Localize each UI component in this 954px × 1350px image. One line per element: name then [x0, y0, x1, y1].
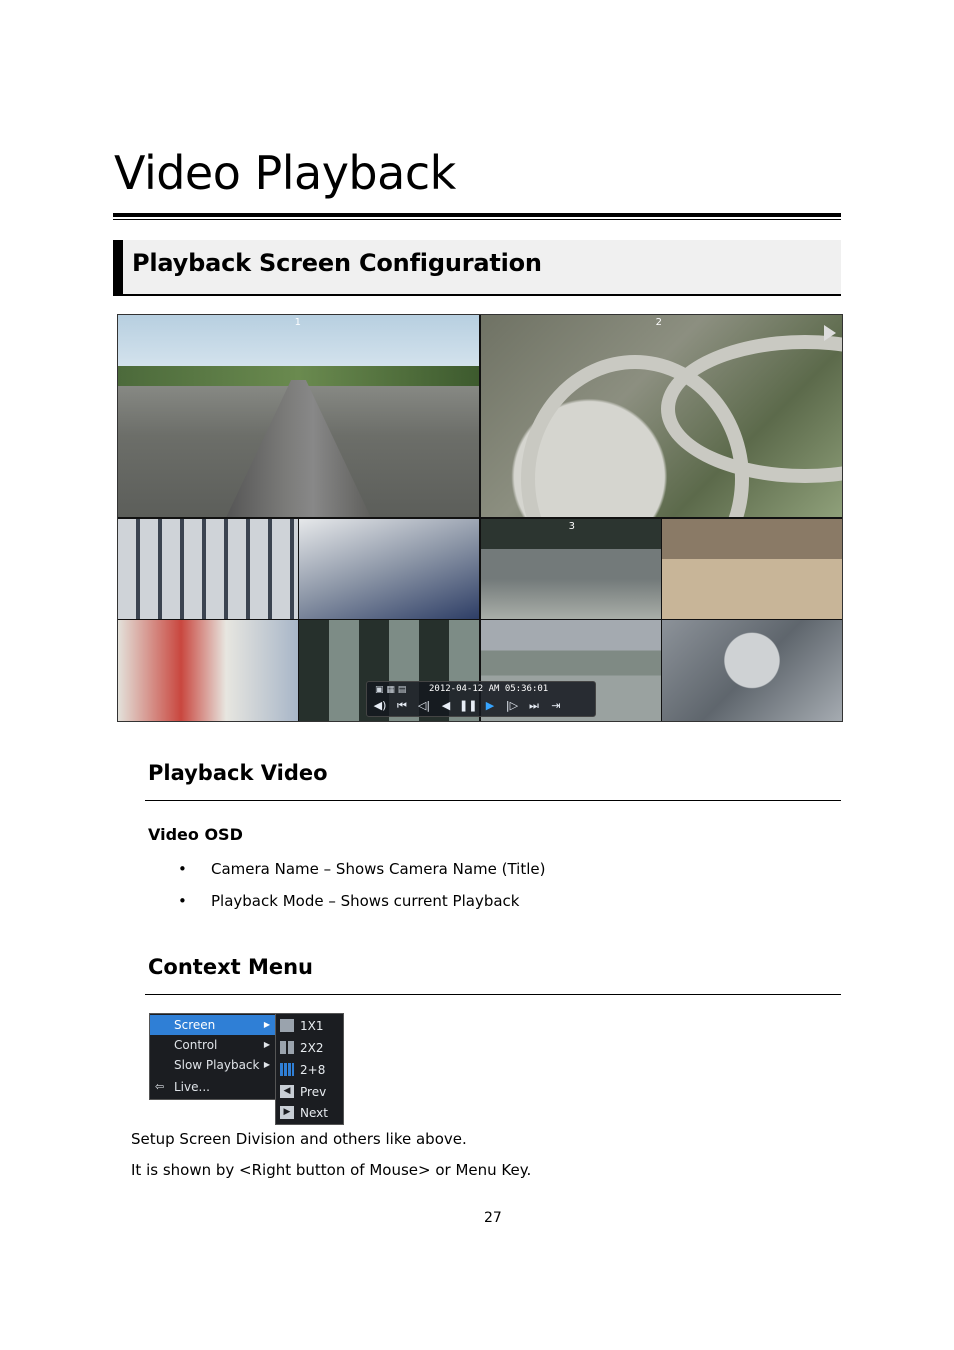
layout-1x1-icon [280, 1019, 294, 1032]
reverse-play-icon[interactable]: ◀ [441, 699, 451, 712]
section-heading-box [113, 240, 841, 296]
camera-view-interchange [481, 315, 842, 517]
camera-view-lobby [662, 519, 842, 619]
channel-label: 2 [655, 317, 662, 328]
playback-datetime: 2012-04-12 AM 05:36:01 [429, 684, 549, 694]
list-item-text: Playback Mode – Shows current Playback [211, 892, 520, 910]
camera-view-office [299, 519, 479, 619]
heading-underline [145, 994, 841, 995]
channel-label: 3 [568, 521, 575, 532]
pause-icon[interactable]: ❚❚ [459, 699, 478, 712]
submenu-item-2x2[interactable]: 2X2 [276, 1037, 343, 1059]
chevron-right-icon: ▶ [263, 1060, 270, 1069]
chevron-right-icon: ▶ [263, 1020, 270, 1029]
section-heading-bar [113, 240, 123, 294]
channel-label: 1 [294, 317, 301, 328]
context-menu-description: It is shown by <Right button of Mouse> or Menu Key. [131, 1161, 532, 1179]
chevron-right-icon: ▶ [263, 1040, 270, 1049]
exit-icon[interactable]: ⇥ [551, 699, 561, 712]
layout-2plus8-icon [280, 1063, 294, 1076]
live-exit-icon: ⇦ [155, 1080, 165, 1093]
submenu-item-2plus8[interactable]: 2+8 [276, 1059, 343, 1081]
playback-mode-icon [824, 325, 836, 341]
context-menu-heading: Context Menu [148, 955, 314, 979]
section-heading: Playback Screen Configuration [132, 249, 542, 277]
list-item: • Playback Mode – Shows current Playback [178, 892, 520, 910]
list-item: • Camera Name – Shows Camera Name (Title) [178, 860, 546, 878]
screen-layout-icons [375, 685, 406, 695]
context-menu-main [149, 1013, 277, 1100]
volume-icon[interactable]: ◀) [373, 699, 387, 712]
menu-item-control[interactable]: Control ▶ [150, 1035, 276, 1055]
skip-end-icon[interactable]: ⏭ [529, 699, 539, 712]
menu-item-live[interactable]: ⇦ Live... [150, 1077, 276, 1097]
submenu-item-prev[interactable]: ◀ Prev [276, 1081, 343, 1103]
camera-view-control-room [481, 519, 661, 619]
camera-view-highway [118, 315, 479, 517]
playback-screen-image [117, 314, 843, 722]
step-back-icon[interactable]: ◁| [417, 699, 431, 712]
context-menu-image [149, 1013, 343, 1125]
skip-start-icon[interactable]: ⏮ [397, 699, 407, 712]
play-icon[interactable]: ▶ [485, 699, 495, 712]
page-number: 27 [484, 1210, 502, 1226]
menu-item-slow-playback[interactable]: Slow Playback ▶ [150, 1055, 276, 1075]
menu-item-screen[interactable]: Screen ▶ [150, 1015, 276, 1035]
title-underline [113, 213, 841, 220]
next-icon: ▶ [280, 1106, 294, 1119]
playback-osd-bar [366, 681, 596, 717]
prev-icon: ◀ [280, 1085, 294, 1098]
page-title: Video Playback [114, 146, 456, 200]
playback-controls [371, 699, 565, 713]
video-osd-heading: Video OSD [148, 825, 243, 844]
heading-underline [145, 800, 841, 801]
context-menu-description: Setup Screen Division and others like above. [131, 1130, 467, 1148]
camera-view-intersection [662, 620, 842, 721]
screen-2x2-icon[interactable]: ▦ [386, 685, 395, 695]
step-forward-icon[interactable]: |▷ [505, 699, 519, 712]
layout-2x2-icon [280, 1041, 294, 1054]
camera-view-store [118, 620, 298, 721]
context-submenu [275, 1013, 344, 1125]
camera-view-office [118, 519, 298, 619]
screen-1x1-icon[interactable]: ▣ [375, 685, 384, 695]
submenu-item-1x1[interactable]: 1X1 [276, 1015, 343, 1037]
video-osd-list [178, 858, 545, 922]
screen-2plus8-icon[interactable]: ▤ [397, 685, 407, 695]
list-item-text: Camera Name – Shows Camera Name (Title) [211, 860, 546, 878]
playback-video-heading: Playback Video [148, 761, 328, 785]
submenu-item-next[interactable]: ▶ Next [276, 1102, 343, 1124]
